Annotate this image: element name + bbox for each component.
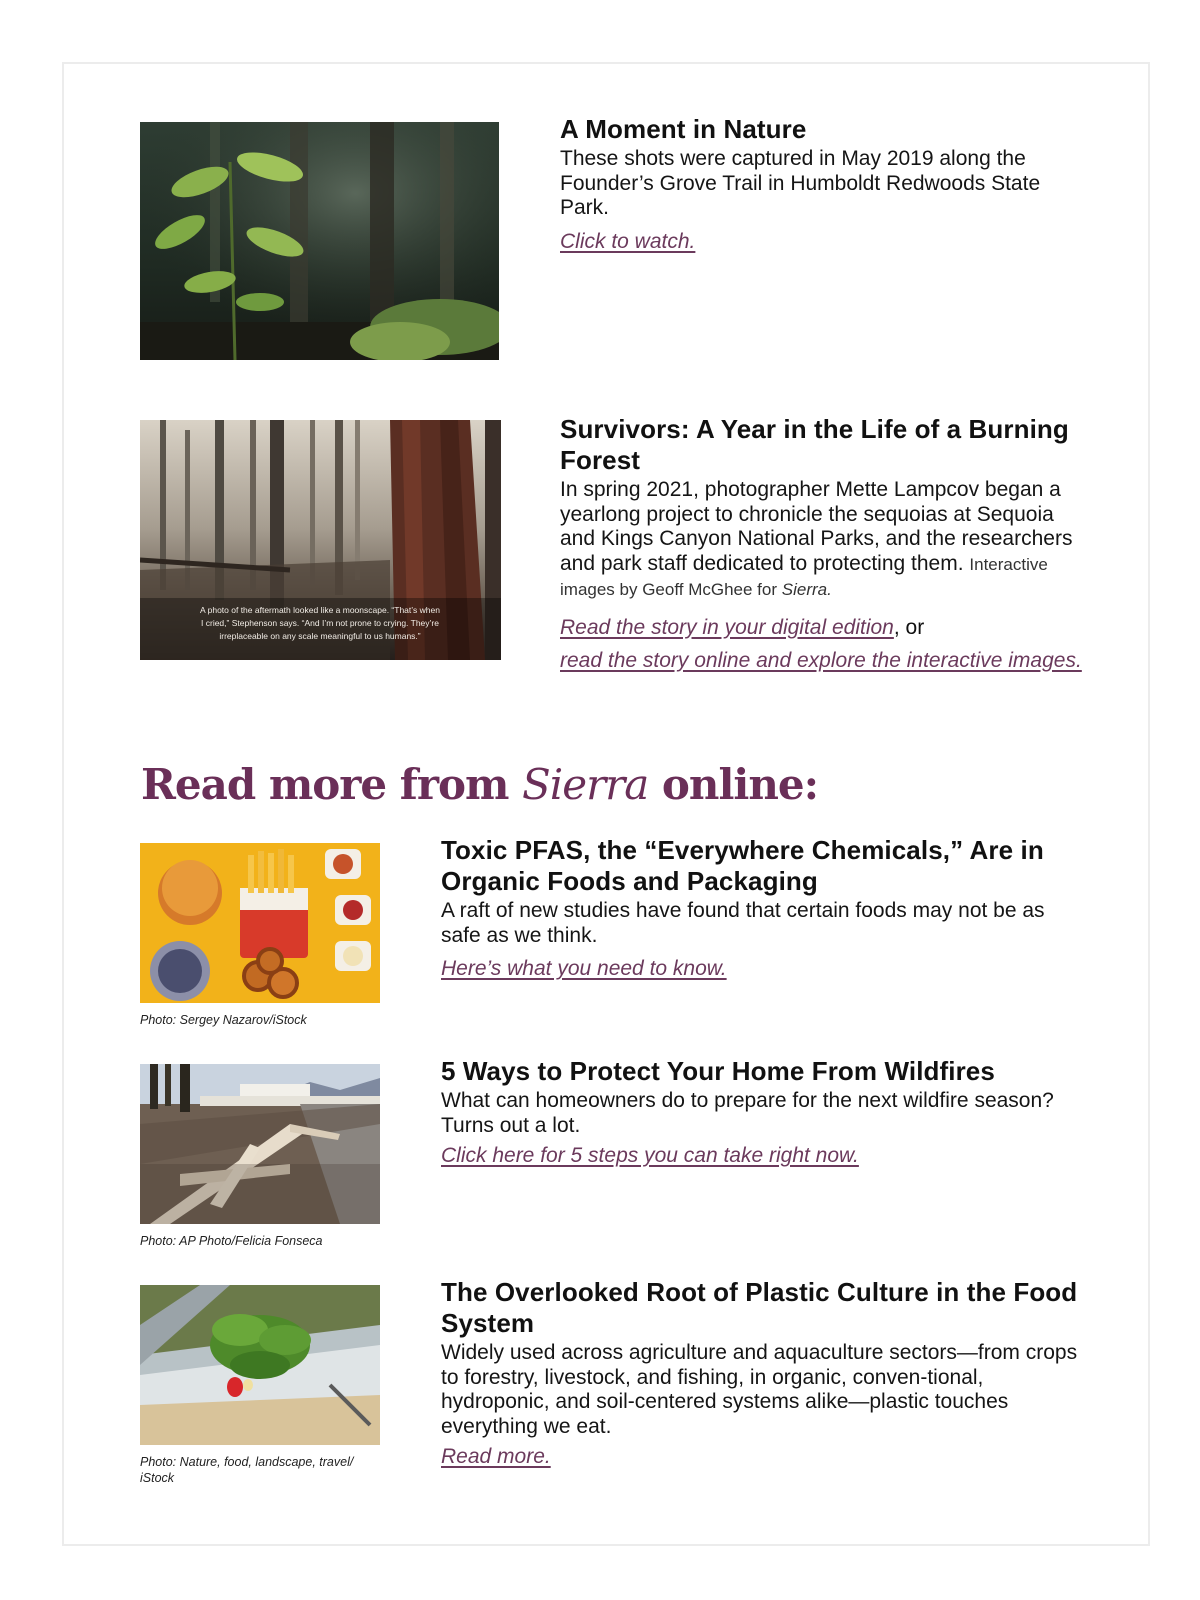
forest-seedling-photo[interactable] <box>140 122 499 360</box>
burned-forest-photo[interactable] <box>140 420 501 660</box>
article-link[interactable]: Here’s what you need to know. <box>441 957 727 980</box>
photo-credit: Photo: Nature, food, landscape, travel/ iStock <box>140 1455 354 1485</box>
feature-title: Survivors: A Year in the Life of a Burning Forest <box>560 414 1069 475</box>
fire-hose-photo[interactable] <box>140 1064 380 1224</box>
heading-italic: Sierra <box>522 760 649 809</box>
article-link[interactable]: Read more. <box>441 1445 551 1468</box>
credit-text: Interactive images by Geoff McGhee for <box>560 554 1048 599</box>
photo-overlay-line: A photo of the aftermath looked like a moonscape. “That’s when <box>200 605 440 615</box>
photo-credit: Photo: AP Photo/Felicia Fonseca <box>140 1234 323 1248</box>
article-title: 5 Ways to Protect Your Home From Wildfires <box>441 1056 995 1086</box>
link-joiner: , or <box>893 615 925 639</box>
photo-credit: Photo: Sergey Nazarov/iStock <box>140 1013 307 1027</box>
heading-pre: Read more from <box>141 760 523 809</box>
article-wildfires <box>441 1056 1081 1168</box>
article-description: Widely used across agriculture and aquaculture sectors—from crops to forestry, livestock, and fishing, in organic, conven-tional, hydroponic, and soil-centered systems alike—plastic touches everything we eat. <box>441 1341 1078 1438</box>
read-more-heading <box>141 760 818 810</box>
strawberry-plastic-photo[interactable] <box>140 1285 380 1445</box>
feature-moment-in-nature <box>560 114 1080 254</box>
article-plastic-culture <box>441 1277 1086 1469</box>
photo-overlay-line: I cried,” Stephenson says. “And I’m not prone to crying. They’re <box>201 618 439 628</box>
heading-post: online: <box>648 760 819 809</box>
digital-edition-link[interactable]: Read the story in your digital edition <box>560 615 894 639</box>
feature-description: These shots were captured in May 2019 along the Founder’s Grove Trail in Humboldt Redwoods State Park. <box>560 147 1041 219</box>
feature-title: A Moment in Nature <box>560 114 807 144</box>
credit-publication: Sierra. <box>781 580 832 599</box>
article-description: A raft of new studies have found that certain foods may not be as safe as we think. <box>441 899 1045 947</box>
fast-food-photo[interactable] <box>140 843 380 1003</box>
article-title: Toxic PFAS, the “Everywhere Chemicals,” Are in Organic Foods and Packaging <box>441 835 1044 896</box>
article-title: The Overlooked Root of Plastic Culture in the Food System <box>441 1277 1078 1338</box>
feature-description <box>560 478 1090 603</box>
photo-overlay-line: irreplaceable on any scale meaningful to us humans.” <box>219 631 421 641</box>
feature-description-text: In spring 2021, photographer Mette Lampcov began a yearlong project to chronicle the sequoias at Sequoia and Kings Canyon National Parks, and the researchers and park staff dedicated to protecting them. <box>560 478 1073 575</box>
article-description: What can homeowners do to prepare for the next wildfire season? Turns out a lot. <box>441 1089 1054 1137</box>
click-to-watch-link[interactable]: Click to watch. <box>560 229 696 253</box>
feature-survivors <box>560 414 1090 677</box>
read-online-link[interactable]: read the story online and explore the interactive images. <box>560 648 1082 672</box>
article-pfas <box>441 835 1081 981</box>
article-link[interactable]: Click here for 5 steps you can take right now. <box>441 1144 859 1167</box>
